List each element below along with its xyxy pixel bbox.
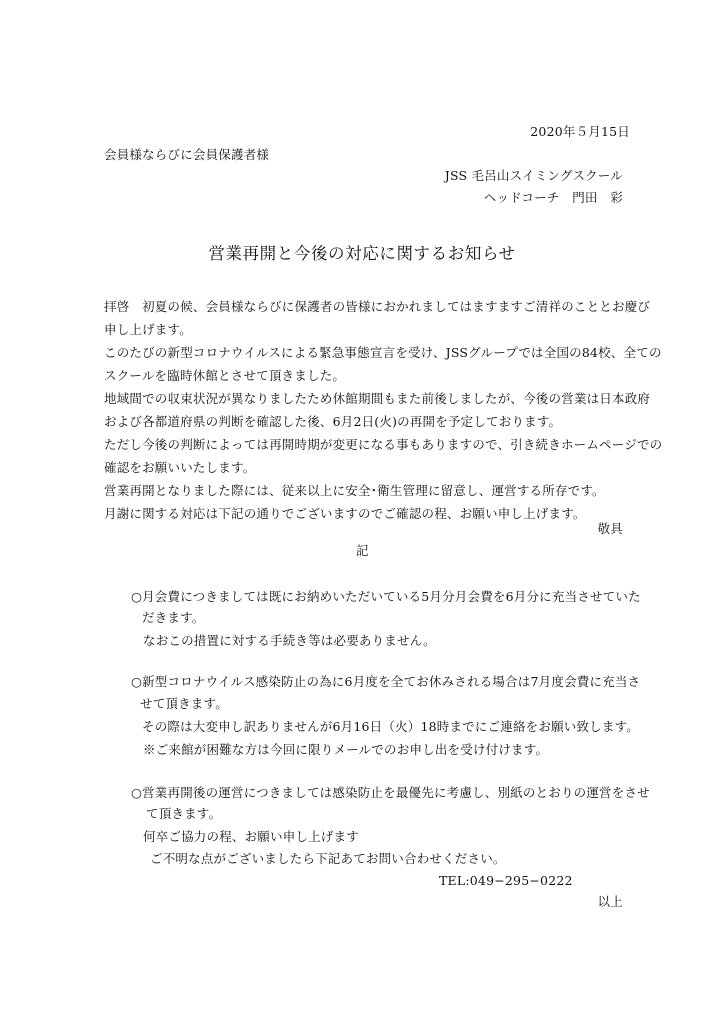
contact-phone: TEL:049−295−0222 xyxy=(439,873,573,888)
body-line: スクールを臨時休館とさせて頂きました。 xyxy=(104,368,346,383)
body-line: 拝啓 初夏の候、会員様ならびに保護者の皆様におかれましてはますますご清祥のこととお慶び xyxy=(104,299,651,314)
sender-name: ヘッドコーチ 門田 彩 xyxy=(483,190,623,205)
body-line: 営業再開となりました際には、従来以上に安全･衛生管理に留意し、運営する所存です。 xyxy=(104,483,605,498)
letter-date: 2020年５月15日 xyxy=(530,124,630,139)
item1-line: ○月会費につきましては既にお納めいただいている5月分月会費を6月分に充当させていた xyxy=(131,589,641,604)
item2-line: その際は大変申し訳ありませんが6月16日（火）18時までにご連絡をお願い致します。 xyxy=(142,719,639,734)
letter-recipient: 会員様ならびに会員保護者様 xyxy=(104,147,270,162)
closing-keigu: 敬具 xyxy=(597,521,623,536)
item2-line: ※ご来館が困難な方は今回に限りメールでのお申し出を受け付けます。 xyxy=(143,742,549,757)
item3-line: ご不明な点がございましたら下記あてお問い合わせください。 xyxy=(150,851,506,866)
ki-heading: 記 xyxy=(356,543,369,558)
item3-line: て頂きます。 xyxy=(146,806,222,821)
body-line: ただし今後の判断によっては再開時期が変更になる事もありますので、引き続きホームページでの xyxy=(104,437,663,452)
body-line: 確認をお願いいたします。 xyxy=(104,460,256,475)
item1-line: だきます。 xyxy=(142,610,205,625)
body-line: 申し上げます。 xyxy=(104,322,192,337)
item1-line: なおこの措置に対する手続き等は必要ありません。 xyxy=(143,633,436,648)
item2-line: ○新型コロナウイルス感染防止の為に6月度を全てお休みされる場合は7月度会費に充当さ xyxy=(131,674,641,689)
body-line: 地域間での収束状況が異なりましたため休館期間もまた前後しましたが、今後の営業は日本政府 xyxy=(104,391,651,406)
closing-ijou: 以上 xyxy=(597,894,623,909)
sender-organization: JSS 毛呂山スイミングスクール xyxy=(444,168,623,183)
page-title: 営業再開と今後の対応に関するお知らせ xyxy=(208,244,516,263)
body-line: このたびの新型コロナウイルスによる緊急事態宣言を受け、JSSグループでは全国の84校、全ての xyxy=(104,345,662,360)
body-line: 月謝に関する対応は下記の通りでございますのでご確認の程、お願い申し上げます。 xyxy=(104,506,586,521)
item2-line: せて頂きます。 xyxy=(140,696,228,711)
item3-line: ○営業再開後の運営につきましては感染防止を最優先に考慮し、別紙のとおりの運営をさせ xyxy=(131,785,650,800)
item3-line: 何卒ご協力の程、お願い申し上げます xyxy=(143,829,359,844)
body-line: および各都道府県の判断を確認した後、6月2日(火)の再開を予定しております。 xyxy=(104,414,562,429)
